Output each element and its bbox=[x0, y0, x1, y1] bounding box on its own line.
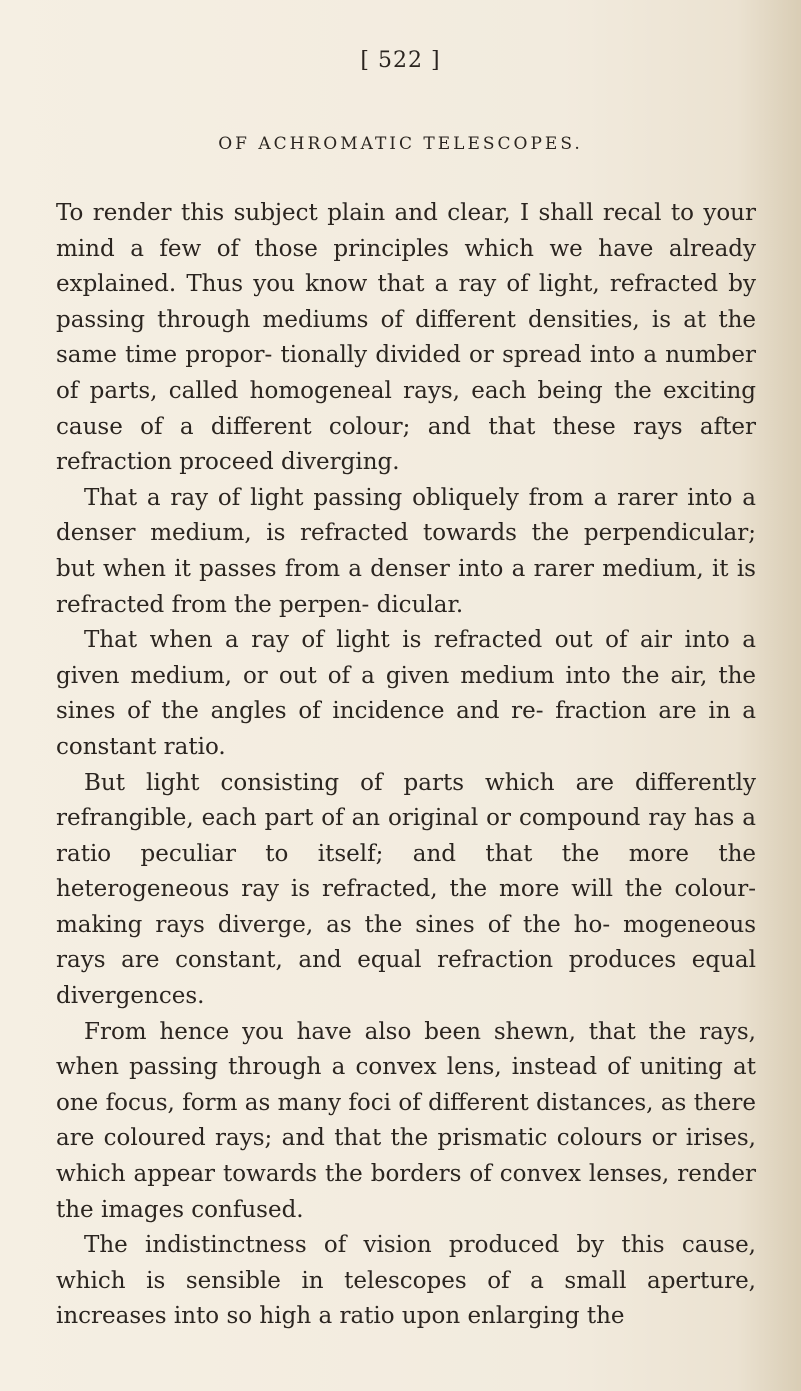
paragraph: From hence you have also been shewn, that the rays, when passing through a convex lens, instead of uniting at one focus, form as many foci of different distances, as there are coloured rays; and that the prismatic colours or irises, which appear towards the borders of convex lenses, render the images confused. bbox=[56, 1018, 756, 1223]
paragraph: The indistinctness of vision produced by this cause, which is sensible in telescopes of a small aperture, increases into so high a ratio upon enlarging the bbox=[56, 1232, 756, 1330]
paragraph: To render this subject plain and clear, I shall recal to your mind a few of those principles which we have already explained. Thus you know that a ray of light, refracted by passing through mediums of different densities, is at the same time propor- tionally divided or spread into a number of parts, called homogeneal rays, each being the exciting cause of a different colour; and that these rays after refraction proceed diverging. bbox=[56, 200, 756, 476]
paragraph: That a ray of light passing obliquely from a rarer into a denser medium, is refracted towards the perpendicular; but when it passes from a denser into a rarer medium, it is refracted from the perpen- dicular. bbox=[56, 484, 756, 618]
paragraph: That when a ray of light is refracted out of air into a given medium, or out of a given medium into the air, the sines of the angles of incidence and re- fraction are in a constant ratio. bbox=[56, 627, 756, 760]
paragraph: But light consisting of parts which are differently refrangible, each part of an original or compound ray has a ratio peculiar to itself; and that the more the heterogeneous ray is refracted, the more will the colour-making rays diverge, as the sines of the ho- mogeneous rays are constant, and equal refraction produces equal divergences. bbox=[56, 769, 756, 1010]
page-number: [ 522 ] bbox=[360, 48, 441, 73]
body-text bbox=[56, 196, 756, 1335]
chapter-heading: OF ACHROMATIC TELESCOPES. bbox=[218, 134, 583, 154]
